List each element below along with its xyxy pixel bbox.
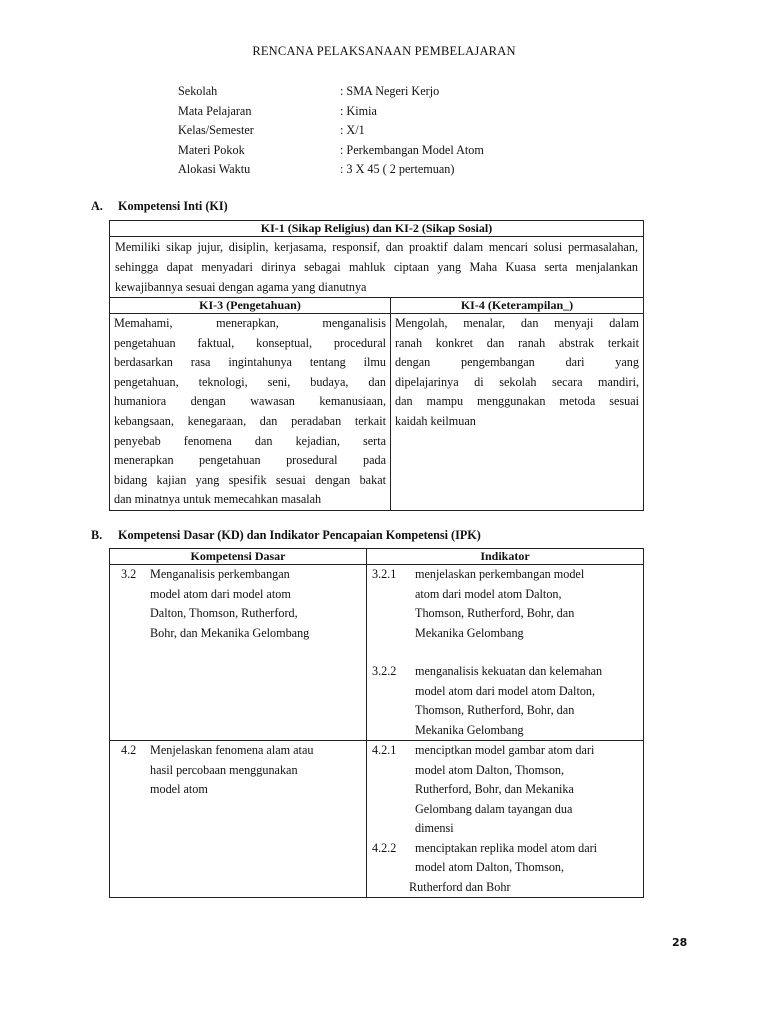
kd-item [110,565,366,643]
ki3-line: dan minatnya untuk memecahkan masalah [114,492,322,507]
indikator-number: 4.2.1 [372,743,397,757]
indikator-line: atom dari model atom Dalton, [415,586,562,601]
indikator-line: dimensi [415,821,454,835]
indikator-number: 4.2.2 [372,840,397,855]
indikator-item [367,565,643,643]
info-label: Mata Pelajaran [178,103,252,118]
indikator-line: menganalisis kekuatan dan kelemahan [415,664,603,678]
indikator-number: 3.2.1 [372,567,397,581]
kd-cell [110,565,367,741]
indikator-line: Gelombang dalam tayangan dua [415,801,573,816]
info-label: Materi Pokok [178,142,245,157]
ki3-line: pengetahuan, teknologi, seni, budaya, dan [114,374,386,389]
ki3-line: humaniora dengan wawasan kemanusiaan, [114,394,386,409]
indikator-cell [367,565,644,741]
kd-line: Menjelaskan fenomena alam atau [150,743,314,757]
ki4-line: Mengolah, menalar, dan menyaji dalam [395,316,639,330]
table-row [110,565,644,741]
info-value: : SMA Negeri Kerjo [340,84,440,98]
ki3-line: pengetahuan faktual, konseptual, procedural [114,335,386,350]
indikator-line: Rutherford, Bohr, dan Mekanika [415,782,574,796]
table-row [110,741,644,898]
section-letter: A. [91,199,103,213]
kd-line: Menganalisis perkembangan [150,567,290,581]
ki12-header: KI-1 (Sikap Religius) dan KI-2 (Sikap Sosial) [110,221,644,237]
indikator-item [367,662,643,740]
indikator-line: Mekanika Gelombang [415,625,524,640]
indikator-header: Indikator [367,549,644,565]
indikator-item [367,741,643,839]
indikator-line: menciptakan replika model atom dari [415,840,598,855]
ki3-line: berdasarkan rasa ingintahunya tentang ilmu [114,355,386,370]
ki4-line: dipelajarinya di sekolah secara mandiri, [395,374,639,389]
section-b-heading [91,528,481,543]
indikator-line: model atom Dalton, Thomson, [415,762,565,777]
kd-header: Kompetensi Dasar [110,549,367,565]
info-value: : Perkembangan Model Atom [340,142,484,157]
ki3-line: bidang kajian yang spesifik sesuai dengan bakat [114,472,386,487]
info-value: : Kimia [340,103,377,118]
indikator-line: Rutherford dan Bohr [409,879,511,894]
kd-table [109,548,644,898]
kd-cell [110,741,367,898]
indikator-number: 3.2.2 [372,664,397,678]
indikator-line: Thomson, Rutherford, Bohr, dan [415,606,575,620]
info-label: Sekolah [178,84,218,98]
indikator-line: menciptkan model gambar atom dari [415,743,595,757]
ki3-line: Memahami, menerapkan, menganalisis [114,316,386,330]
ki3-header: KI-3 (Pengetahuan) [110,298,391,314]
section-title-text: Kompetensi Inti (KI) [118,199,228,213]
indikator-line: menjelaskan perkembangan model [415,567,585,581]
ki3-text [110,314,391,511]
ki4-header: KI-4 (Keterampilan_) [391,298,644,314]
ki4-line: kaidah keilmuan [395,413,476,428]
ki12-text: Memiliki sikap jujur, disiplin, kerjasama, responsif, dan proaktif dalam mencari solusi permasalahan, sehingga dapat menyadari dirinya sebagai mahluk ciptaan yang Maha Kuasa serta menjalankan kewajibannya sesuai dengan agama yang dianutnya [110,237,644,298]
ki4-line: dan mampu menggunakan metoda sesuai [395,394,639,409]
ki4-text [391,314,644,511]
ki3-line: penyebab fenomena dan kejadian, serta [114,433,386,448]
info-value: : 3 X 45 ( 2 pertemuan) [340,162,455,176]
indikator-line: model atom Dalton, Thomson, [415,860,565,874]
indikator-line: Thomson, Rutherford, Bohr, dan [415,703,575,717]
kd-number: 4.2 [121,743,137,757]
section-title-text: Kompetensi Dasar (KD) dan Indikator Pencapaian Kompetensi (IPK) [118,528,481,542]
ki3-line: menerapkan pengetahuan prosedural pada [114,453,386,468]
kd-line: hasil percobaan menggunakan [150,762,298,777]
kd-line: model atom dari model atom [150,586,291,601]
indikator-line: Mekanika Gelombang [415,722,524,737]
info-label: Kelas/Semester [178,123,254,137]
indikator-cell [367,741,644,898]
indikator-line: model atom dari model atom Dalton, [415,683,596,698]
section-a-heading [91,199,228,214]
kd-number: 3.2 [121,567,137,581]
info-value: : X/1 [340,123,365,137]
ki-table [109,220,644,511]
ki4-line: dengan pengembangan dari yang [395,355,639,370]
kd-line: Dalton, Thomson, Rutherford, [150,606,298,620]
kd-line: Bohr, dan Mekanika Gelombang [150,625,310,640]
page-title: RENCANA PELAKSANAAN PEMBELAJARAN [252,44,516,58]
kd-line: model atom [150,782,208,796]
ki3-line: kebangsaan, kenegaraan, dan peradaban terkait [114,413,386,428]
info-label: Alokasi Waktu [178,162,251,176]
ki4-line: ranah konkret dan ranah abstrak terkait [395,335,639,350]
kd-item [110,741,366,800]
indikator-item [367,839,643,898]
section-letter: B. [91,528,103,542]
page-number: 28 [672,936,688,949]
